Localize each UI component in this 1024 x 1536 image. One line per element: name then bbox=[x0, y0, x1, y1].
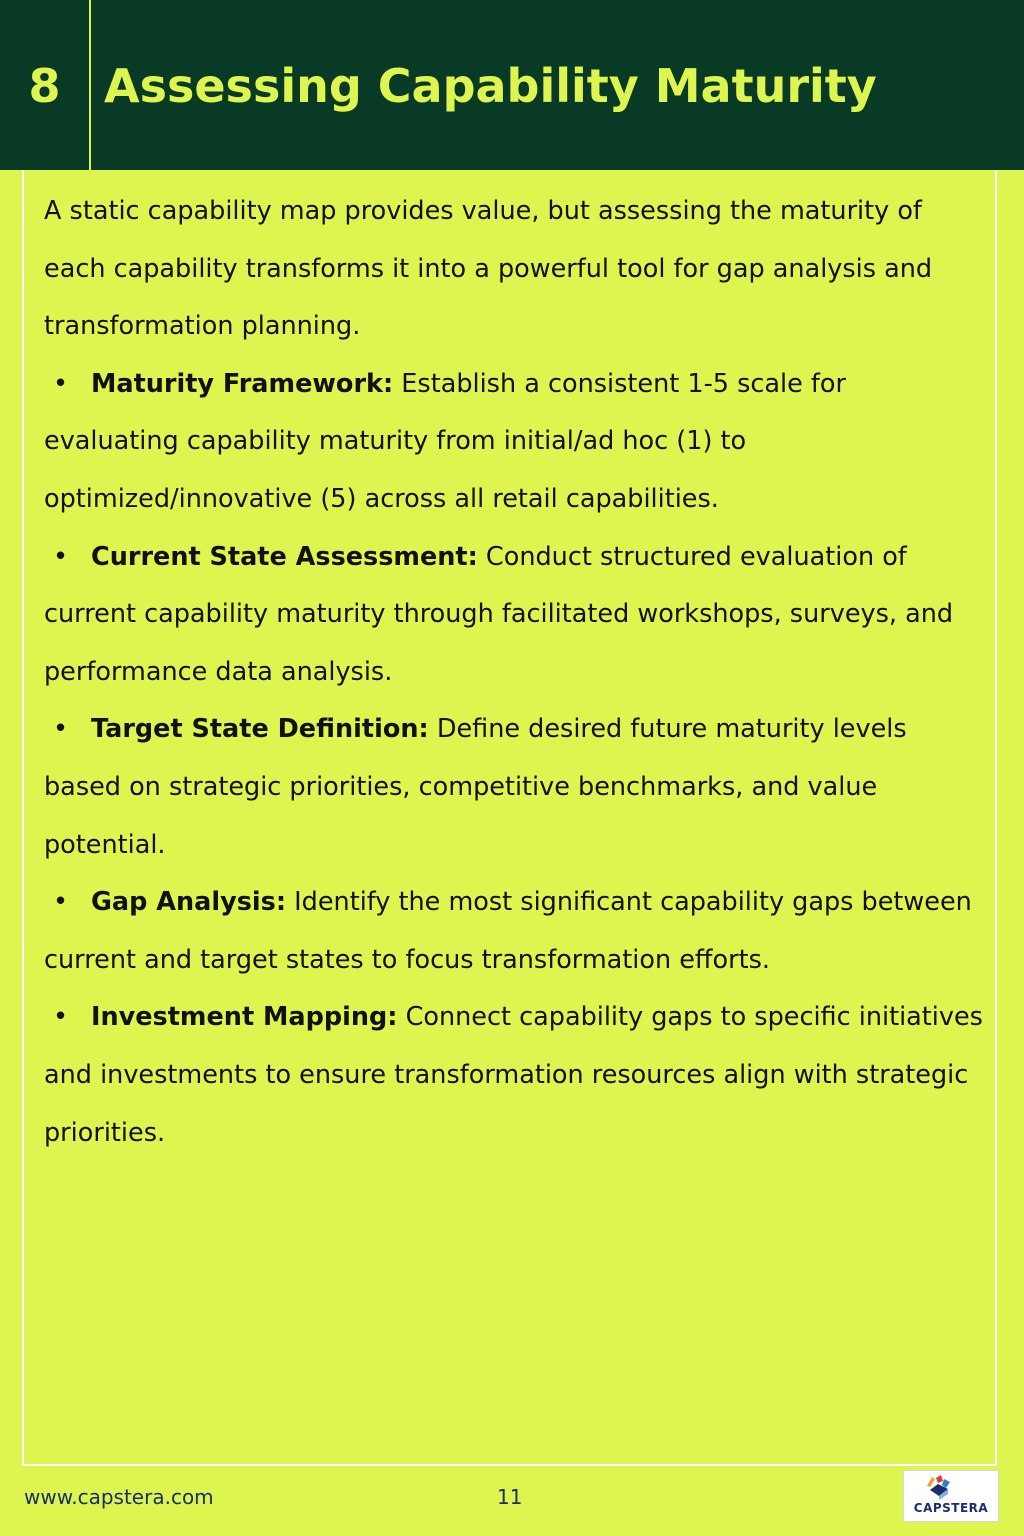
bullet-term: Target State Definition: bbox=[91, 714, 429, 745]
bullet-text: Conduct structured evaluation of current capability maturity through facilitated workshops, surveys, and performance data analysis. bbox=[44, 541, 954, 687]
bullet-dot-icon: • bbox=[53, 714, 69, 745]
bullet-text: Identify the most significant capability gaps between current and target states to focus transformation efforts. bbox=[44, 887, 972, 975]
bullet-dot-icon: • bbox=[53, 541, 69, 572]
section-number: 8 bbox=[28, 59, 61, 113]
logo-wordmark: CAPSTERA bbox=[913, 1501, 989, 1515]
bullet-maturity-framework bbox=[44, 356, 984, 529]
section-title: Assessing Capability Maturity bbox=[104, 59, 877, 113]
bullet-dot-icon: • bbox=[53, 368, 69, 399]
bullet-investment-mapping bbox=[44, 989, 984, 1162]
bullet-target-state-definition bbox=[44, 701, 984, 874]
page-number: 11 bbox=[497, 1485, 523, 1509]
bullet-term: Investment Mapping: bbox=[91, 1002, 398, 1033]
capstera-logo bbox=[903, 1470, 999, 1522]
bullet-term: Maturity Framework: bbox=[91, 368, 394, 399]
bullet-text: Define desired future maturity levels based on strategic priorities, competitive benchmarks, and value potential. bbox=[44, 714, 907, 860]
bullet-dot-icon: • bbox=[53, 887, 69, 918]
bullet-text: Establish a consistent 1-5 scale for evaluating capability maturity from initial/ad hoc (1) to optimized/innovative (5) across all retail capabilities. bbox=[44, 368, 846, 514]
footer-website-link[interactable]: www.capstera.com bbox=[24, 1485, 214, 1509]
bullet-current-state-assessment bbox=[44, 529, 984, 702]
intro-paragraph: A static capability map provides value, but assessing the maturity of each capability transforms it into a powerful tool for gap analysis and transformation planning. bbox=[44, 196, 933, 342]
bullet-text: Connect capability gaps to specific initiatives and investments to ensure transformation resources align with strategic priorities. bbox=[44, 1002, 983, 1148]
header-divider bbox=[89, 0, 91, 170]
bullet-dot-icon: • bbox=[53, 1002, 69, 1033]
capstera-logo-icon bbox=[924, 1474, 954, 1501]
bullet-term: Gap Analysis: bbox=[91, 887, 287, 918]
bullet-term: Current State Assessment: bbox=[91, 541, 478, 572]
bullet-gap-analysis bbox=[44, 874, 984, 989]
content-body bbox=[44, 183, 984, 1162]
page-header bbox=[0, 0, 1024, 170]
